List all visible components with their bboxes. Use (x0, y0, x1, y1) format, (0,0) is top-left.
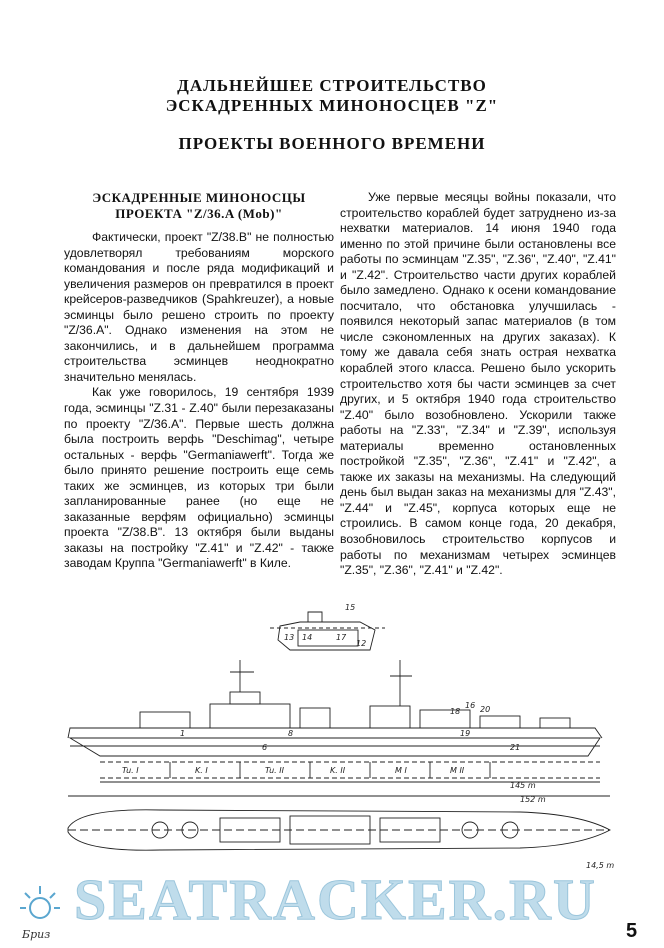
compartment-label: M II (450, 766, 465, 775)
dimension-label: 14,5 m (586, 861, 615, 870)
dimension-label: 145 m (510, 781, 536, 790)
callout-label: 13 (284, 633, 295, 642)
ship-drawing (40, 600, 640, 890)
callout-label: 6 (262, 743, 268, 752)
callout-label: 19 (460, 729, 471, 738)
signature: Бриз (22, 928, 51, 941)
callout-label: 17 (336, 633, 347, 642)
text-column-left (64, 190, 334, 572)
compartment-label: Tu. I (122, 766, 139, 775)
sun-logo-icon (10, 880, 70, 930)
text-column-right (340, 190, 616, 579)
callout-label: 20 (480, 705, 491, 714)
subhead-line-2: ПРОЕКТА "Z/36.A (Mob)" (115, 206, 283, 221)
paragraph: Уже первые месяцы войны показали, что строительство кораблей будет затруднено из-за нехватки материалов. 14 июня 1940 года именно по этой причине были остановлены все работы по эсминцам "Z.35", "Z.36", "Z.40", "Z.41" и "Z.42". Строительство части других кораблей было замедлено. Однако к осени командование посчитало, что обстановка улучшилась - появился некоторый запас материалов (в том числе сэкономленных на других заказах). К тому же давала себя знать острая нехватка кораблей этого класса. Решено было ускорить строительство хотя бы части эсминцев за счет других, и 5 октября 1940 года строительство "Z.40" было возобновлено. Ускорили также работы на "Z.33", "Z.34" и "Z.39", используя материалы временно остановленных постройкой "Z.35", "Z.36", "Z.41" и "Z.42", а также их заказы на механизмы. На следующий день был выдан заказ на механизмы для "Z.43", "Z.44" и "Z.45", корпуса которых еще не строились. В самом конце года, 20 декабря, возобновилось строительство корпусов и работы по механизмам четырех эсминцев "Z.35", "Z.36", "Z.41" и "Z.42". (340, 190, 616, 578)
compartment-label: M I (395, 766, 407, 775)
compartment-label: K. II (330, 766, 346, 775)
callout-label: 21 (510, 743, 521, 752)
callout-label: 8 (288, 729, 294, 738)
section-subhead (64, 190, 334, 222)
callout-label: 18 (450, 707, 461, 716)
callout-label: 12 (356, 639, 367, 648)
callout-label: 1 (180, 729, 186, 738)
subhead-line-1: ЭСКАДРЕННЫЕ МИНОНОСЦЫ (92, 190, 306, 205)
dimension-label: 152 m (520, 795, 546, 804)
callout-label: 14 (302, 633, 313, 642)
page-number: 5 (626, 920, 638, 942)
watermark-brand: SEATRACKER.RU (74, 867, 597, 932)
callout-label: 16 (465, 701, 476, 710)
paragraph: Как уже говорилось, 19 сентября 1939 года, эсминцы "Z.31 - Z.40" были перезаказаны по проекту "Z/36.A". Первые шесть должна была построить верфь "Deschimag", четыре остальных - верфь "Germaniawerft". Тогда же было принято решение построить еще семь таких же эсминцев, из которых три были запланированные ранее (но еще не заказанные верфям официально) эсминцы проекта "Z/38.B". 13 октября были выданы заказы на постройку "Z.41" и "Z.42" - также заводам Круппа "Germaniawerft" в Киле. (64, 385, 334, 571)
title-line-3: ПРОЕКТЫ ВОЕННОГО ВРЕМЕНИ (178, 134, 486, 153)
compartment-label: Tu. II (265, 766, 284, 775)
compartment-label: K. I (195, 766, 208, 775)
callout-label: 15 (345, 603, 356, 612)
title-line-1: ДАЛЬНЕЙШЕЕ СТРОИТЕЛЬСТВО (177, 76, 487, 95)
paragraph: Фактически, проект "Z/38.B" не полностью удовлетворял требованиям морского командования и после ряда модификаций и увеличения размеров он превратился в проект крейсеров-разведчиков (Spahkreuzer), а новые эсминцы было решено строить по проекту "Z/36.A". Однако изменения на этом не закончились, и в дальнейшем программа строительства эсминцев неоднократно значительно менялась. (64, 230, 334, 384)
title-line-2: ЭСКАДРЕННЫХ МИНОНОСЦЕВ "Z" (165, 96, 499, 115)
